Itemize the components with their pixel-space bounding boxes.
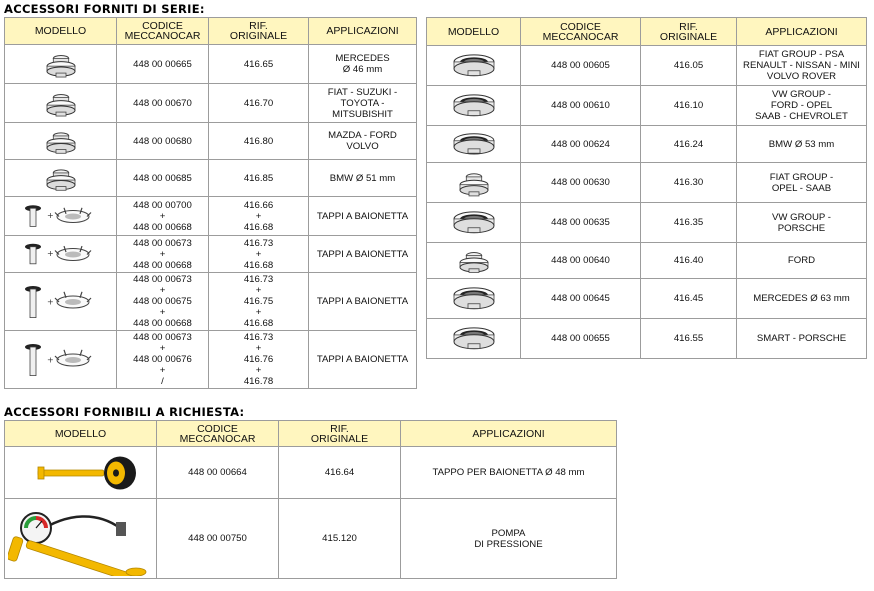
pressure-pump-icon — [5, 499, 157, 579]
applications-cell: FIAT GROUP - PSA RENAULT - NISSAN - MINI VOLVO ROVER — [737, 46, 867, 86]
table-row — [5, 447, 617, 499]
radiator-cap-adapter-icon — [5, 84, 117, 123]
applications-cell: TAPPI A BAIONETTA — [309, 273, 417, 331]
table-row — [5, 84, 417, 123]
radiator-cap-adapter-icon — [5, 123, 117, 160]
applications-cell: FIAT - SUZUKI - TOYOTA - MITSUBISHIT — [309, 84, 417, 123]
radiator-cap-adapter-icon — [5, 45, 117, 84]
ring-adapter-icon — [427, 279, 521, 319]
code-cell: 448 00 00700 + 448 00 00668 — [117, 197, 209, 236]
radiator-cap-adapter-icon — [5, 160, 117, 197]
bayonet-plug-tool-icon — [5, 447, 157, 499]
ring-adapter-icon — [427, 319, 521, 359]
applications-cell: POMPA DI PRESSIONE — [401, 499, 617, 579]
ref-cell: 416.30 — [641, 163, 737, 203]
code-cell: 448 00 00673 + 448 00 00676 + / — [117, 331, 209, 389]
header-model: MODELLO — [427, 18, 521, 46]
applications-cell: VW GROUP - PORSCHE — [737, 203, 867, 243]
applications-cell: VW GROUP - FORD - OPEL SAAB - CHEVROLET — [737, 86, 867, 126]
svg-text:+: + — [46, 355, 54, 365]
table-header-row — [427, 18, 867, 46]
applications-cell: FORD — [737, 243, 867, 279]
code-cell: 448 00 00673 + 448 00 00668 — [117, 236, 209, 273]
section-title-series: ACCESSORI FORNITI DI SERIE: — [4, 2, 205, 16]
applications-cell: TAPPI A BAIONETTA — [309, 236, 417, 273]
bayonet-adapter-kit-icon — [5, 236, 117, 273]
bayonet-adapter-kit-icon — [5, 331, 117, 389]
bayonet-adapter-kit-icon — [5, 273, 117, 331]
ref-cell: 415.120 — [279, 499, 401, 579]
code-cell: 448 00 00645 — [521, 279, 641, 319]
ref-cell: 416.24 — [641, 126, 737, 163]
table-row — [427, 163, 867, 203]
ref-cell: 416.73 + 416.76 + 416.78 — [209, 331, 309, 389]
table-row — [5, 160, 417, 197]
applications-cell: FIAT GROUP - OPEL - SAAB — [737, 163, 867, 203]
svg-text:+: + — [46, 248, 54, 258]
table-row — [5, 499, 617, 579]
radiator-cap-adapter-icon — [427, 243, 521, 279]
table-row — [427, 203, 867, 243]
ref-cell: 416.64 — [279, 447, 401, 499]
header-model: MODELLO — [5, 18, 117, 45]
table-header-row — [5, 421, 617, 447]
svg-text:+: + — [46, 297, 54, 307]
header-code: CODICE MECCANOCAR — [157, 421, 279, 447]
code-cell: 448 00 00685 — [117, 160, 209, 197]
table-row — [427, 86, 867, 126]
table-row — [5, 197, 417, 236]
code-cell: 448 00 00665 — [117, 45, 209, 84]
code-cell: 448 00 00655 — [521, 319, 641, 359]
header-ref: RIF. ORIGINALE — [209, 18, 309, 45]
ref-cell: 416.55 — [641, 319, 737, 359]
ring-adapter-icon — [427, 86, 521, 126]
header-applications: APPLICAZIONI — [401, 421, 617, 447]
table-header-row — [5, 18, 417, 45]
applications-cell: TAPPI A BAIONETTA — [309, 331, 417, 389]
radiator-cap-adapter-icon — [427, 163, 521, 203]
code-cell: 448 00 00680 — [117, 123, 209, 160]
series-table-left — [4, 17, 417, 389]
ref-cell: 416.10 — [641, 86, 737, 126]
table-row — [5, 331, 417, 389]
code-cell: 448 00 00750 — [157, 499, 279, 579]
code-cell: 448 00 00610 — [521, 86, 641, 126]
ref-cell: 416.45 — [641, 279, 737, 319]
ref-cell: 416.73 + 416.75 + 416.68 — [209, 273, 309, 331]
ref-cell: 416.40 — [641, 243, 737, 279]
code-cell: 448 00 00624 — [521, 126, 641, 163]
header-code: CODICE MECCANOCAR — [521, 18, 641, 46]
table-row — [5, 123, 417, 160]
ref-cell: 416.05 — [641, 46, 737, 86]
code-cell: 448 00 00635 — [521, 203, 641, 243]
ref-cell: 416.70 — [209, 84, 309, 123]
ref-cell: 416.73 + 416.68 — [209, 236, 309, 273]
code-cell: 448 00 00640 — [521, 243, 641, 279]
applications-cell: MERCEDES Ø 46 mm — [309, 45, 417, 84]
bayonet-adapter-kit-icon — [5, 197, 117, 236]
table-row — [5, 273, 417, 331]
optional-table — [4, 420, 617, 579]
ref-cell: 416.35 — [641, 203, 737, 243]
header-ref: RIF. ORIGINALE — [641, 18, 737, 46]
applications-cell: BMW Ø 53 mm — [737, 126, 867, 163]
applications-cell: MERCEDES Ø 63 mm — [737, 279, 867, 319]
code-cell: 448 00 00605 — [521, 46, 641, 86]
table-row — [427, 243, 867, 279]
ref-cell: 416.66 + 416.68 — [209, 197, 309, 236]
table-row — [427, 279, 867, 319]
header-code: CODICE MECCANOCAR — [117, 18, 209, 45]
applications-cell: BMW Ø 51 mm — [309, 160, 417, 197]
ring-adapter-icon — [427, 126, 521, 163]
code-cell: 448 00 00673 + 448 00 00675 + 448 00 00668 — [117, 273, 209, 331]
header-applications: APPLICAZIONI — [309, 18, 417, 45]
ring-adapter-icon — [427, 46, 521, 86]
table-row — [427, 319, 867, 359]
ref-cell: 416.85 — [209, 160, 309, 197]
ref-cell: 416.80 — [209, 123, 309, 160]
applications-cell: SMART - PORSCHE — [737, 319, 867, 359]
header-model: MODELLO — [5, 421, 157, 447]
code-cell: 448 00 00630 — [521, 163, 641, 203]
applications-cell: TAPPO PER BAIONETTA Ø 48 mm — [401, 447, 617, 499]
applications-cell: TAPPI A BAIONETTA — [309, 197, 417, 236]
series-table-right — [426, 17, 867, 359]
header-ref: RIF. ORIGINALE — [279, 421, 401, 447]
section-title-optional: ACCESSORI FORNIBILI A RICHIESTA: — [4, 405, 245, 419]
ref-cell: 416.65 — [209, 45, 309, 84]
table-row — [5, 45, 417, 84]
table-row — [5, 236, 417, 273]
table-row — [427, 126, 867, 163]
table-row — [427, 46, 867, 86]
code-cell: 448 00 00670 — [117, 84, 209, 123]
applications-cell: MAZDA - FORD VOLVO — [309, 123, 417, 160]
code-cell: 448 00 00664 — [157, 447, 279, 499]
ring-adapter-icon — [427, 203, 521, 243]
header-applications: APPLICAZIONI — [737, 18, 867, 46]
svg-text:+: + — [46, 210, 54, 220]
